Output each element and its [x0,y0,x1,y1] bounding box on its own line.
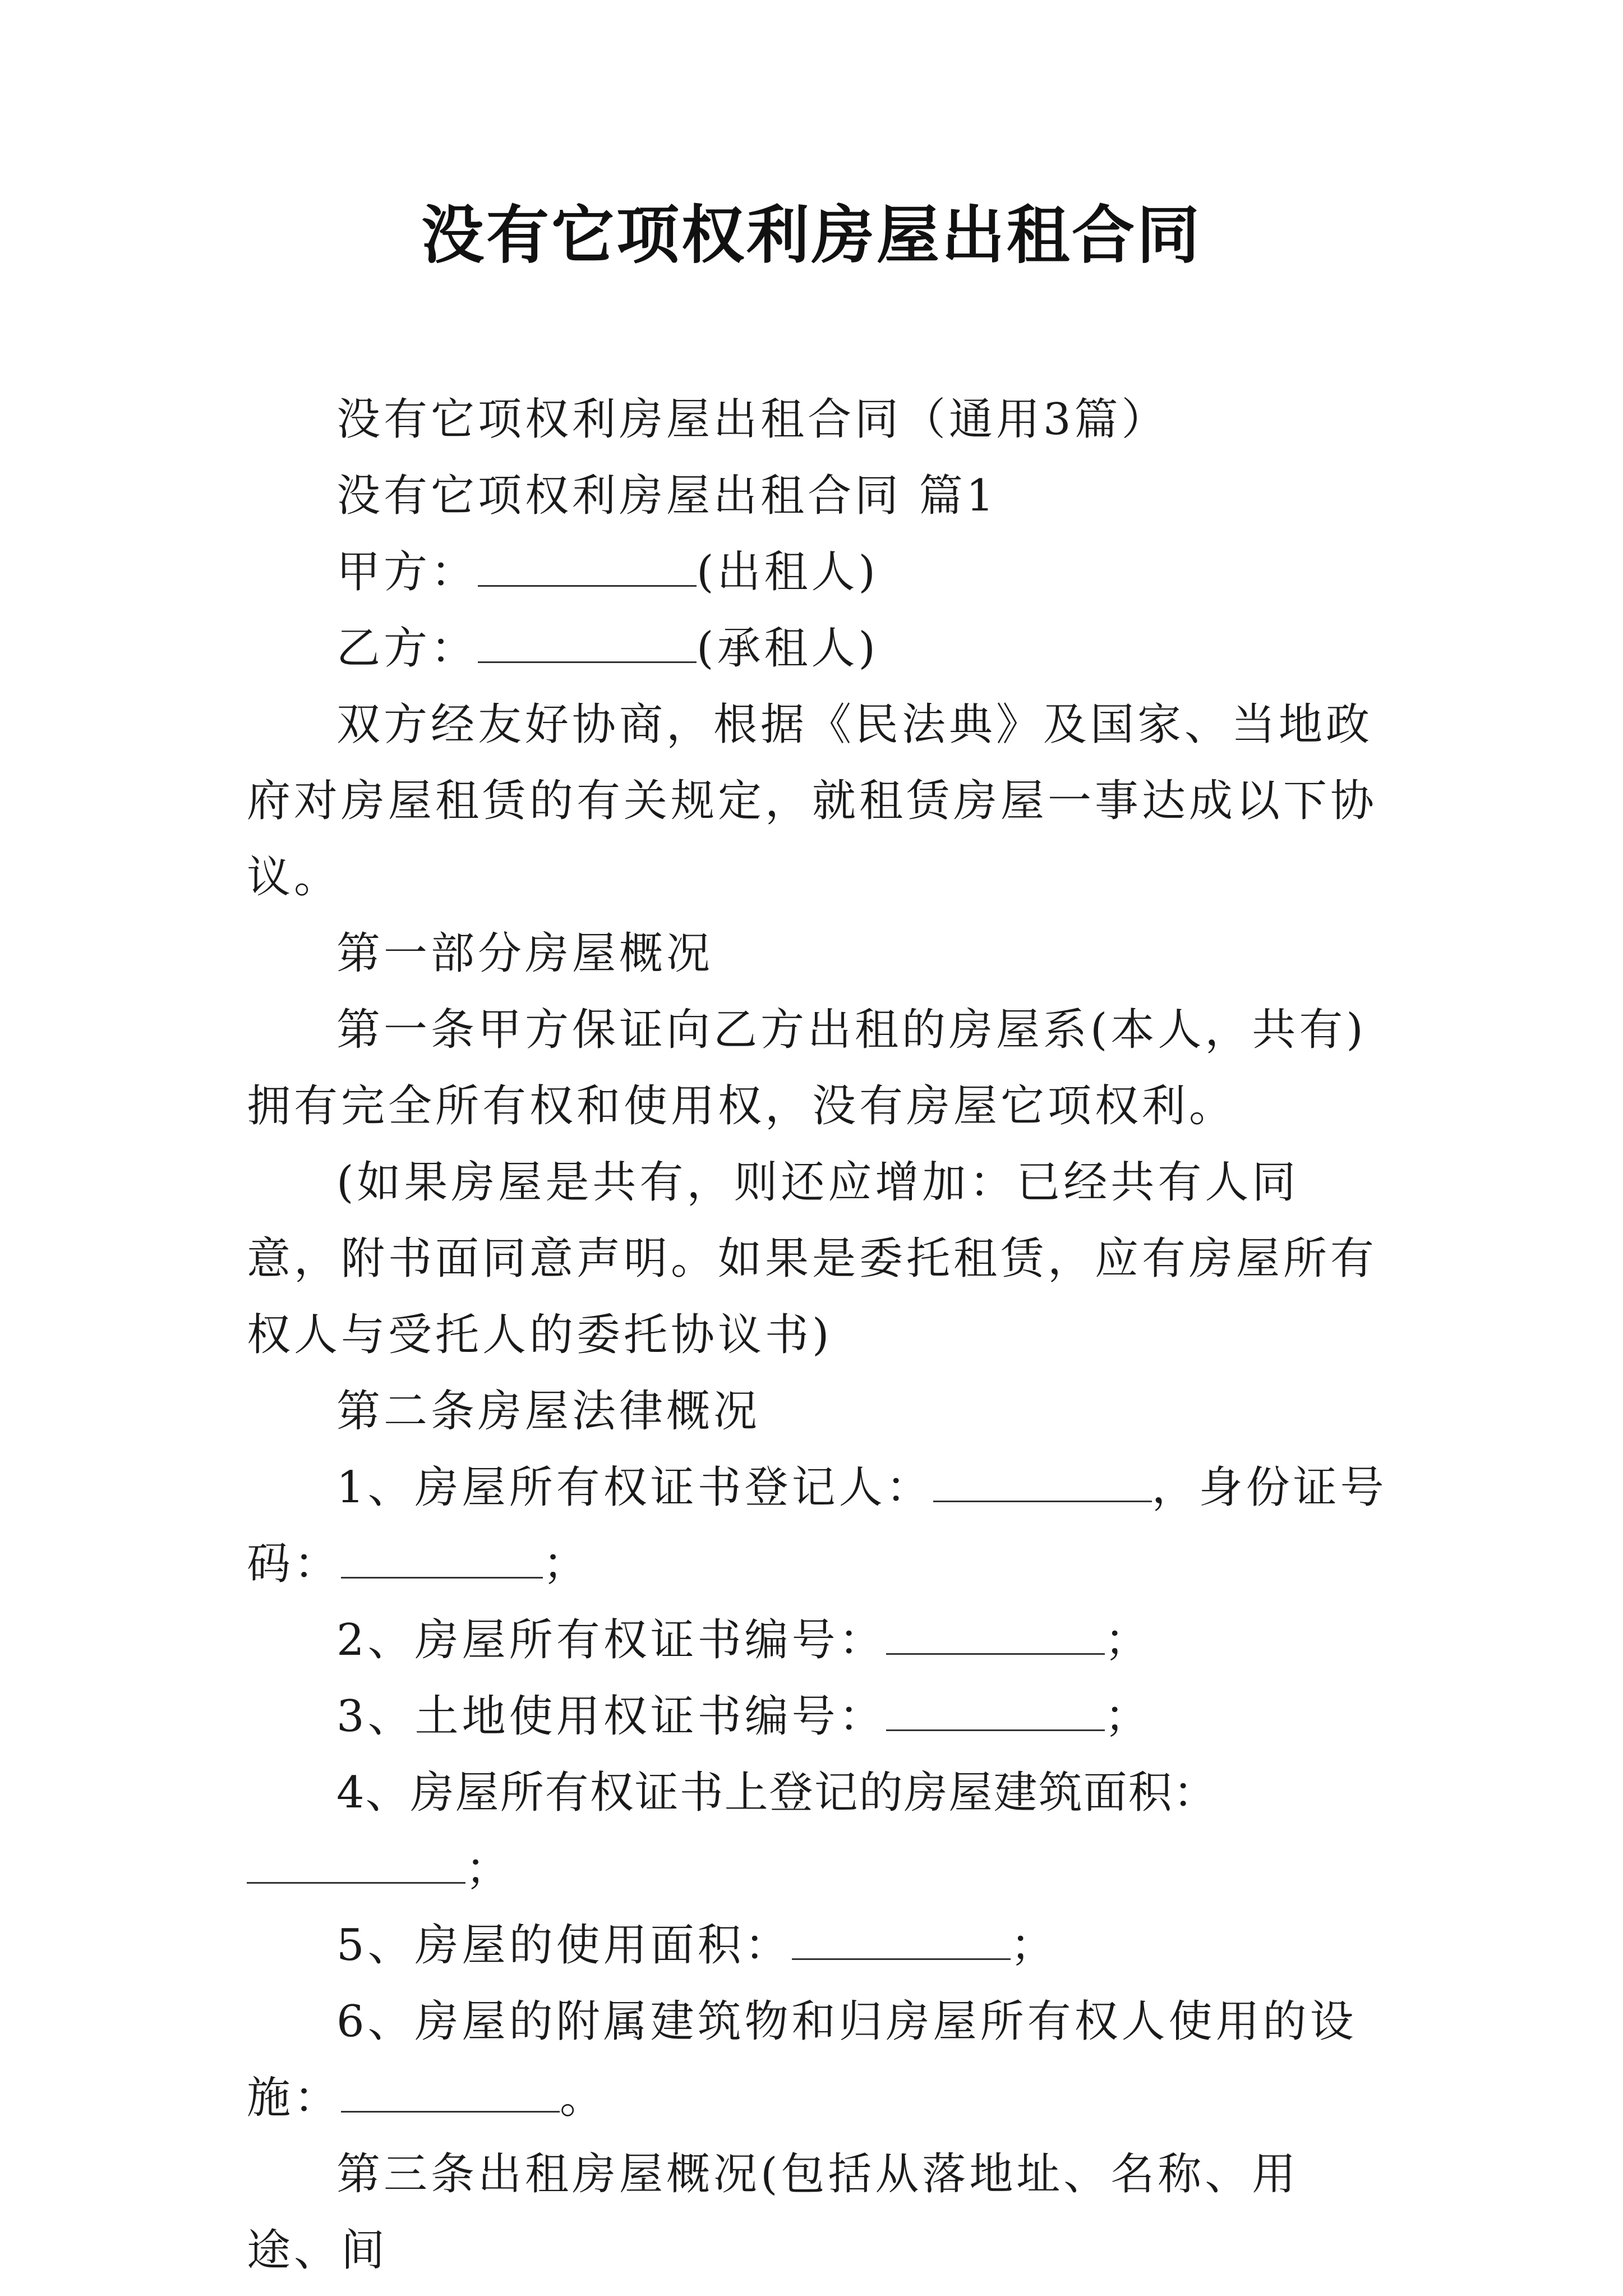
party-b-blank [478,622,697,663]
item5-line [247,1907,1391,1984]
subtitle-paragraph: 没有它项权利房屋出租合同（通用3篇） [336,394,1169,445]
item5-end: ； [1010,1920,1058,1971]
item6-blank [341,2072,560,2113]
item3-blank [886,1690,1105,1731]
item1-label: 1、房屋所有权证书登记人： [336,1462,933,1513]
item4-blank [247,1843,465,1884]
article3-paragraph: 第三条出租房屋概况(包括从落地址、名称、用途、间 [247,2149,1299,2276]
item2-label: 2、房屋所有权证书编号： [336,1615,886,1665]
item3-label: 3、土地使用权证书编号： [336,1691,886,1742]
part1-heading: 第一部分房屋概况 [336,928,714,979]
party-a-blank [478,546,697,587]
article1-paragraph: 第一条甲方保证向乙方出租的房屋系(本人，共有)拥有完全所有权和使用权，没有房屋它项权利。 [247,1005,1367,1131]
party-b-role: (承租人) [697,623,879,674]
item1-end: ； [543,1539,591,1589]
party-b-label: 乙方： [336,623,478,674]
item2-end: ； [1104,1615,1152,1665]
item4-line [247,1755,1391,1907]
item1-registrant-blank [933,1461,1152,1502]
party-b-line [247,610,1391,687]
item1-id-blank [341,1538,543,1579]
item5-label: 5、房屋的使用面积： [336,1920,792,1971]
intro-paragraph: 双方经友好协商，根据《民法典》及国家、当地政府对房屋租赁的有关规定，就租赁房屋一事达成以下协议。 [247,700,1378,903]
item4-label: 4、房屋所有权证书上登记的房屋建筑面积： [336,1768,1218,1818]
item2-blank [886,1614,1105,1655]
document-title: 没有它项权利房屋出租合同 [421,199,1202,272]
item4-end: ； [465,1844,511,1894]
item3-end: ； [1104,1691,1152,1742]
item1-id-label: ，身份证号码： [247,1462,1387,1589]
party-a-label: 甲方： [336,547,478,597]
party-a-role: (出租人) [697,547,879,597]
document-body [247,381,1391,2289]
article2-heading: 第二条房屋法律概况 [336,1386,761,1437]
item6-line [247,1984,1391,2136]
item6-end: 。 [560,2073,607,2123]
item2-line [247,1602,1391,1678]
item3-line [247,1678,1391,1755]
item5-blank [792,1919,1011,1960]
item6-label: 6、房屋的附属建筑物和归房屋所有权人使用的设施： [247,1996,1357,2123]
article1-note-paragraph: (如果房屋是共有，则还应增加：已经共有人同意，附书面同意声明。如果是委托租赁，应有房屋所有权人与受托人的委托协议书) [247,1157,1378,1360]
chapter-heading: 没有它项权利房屋出租合同 篇1 [336,471,998,521]
item1-line [247,1450,1391,1602]
party-a-line [247,534,1391,610]
